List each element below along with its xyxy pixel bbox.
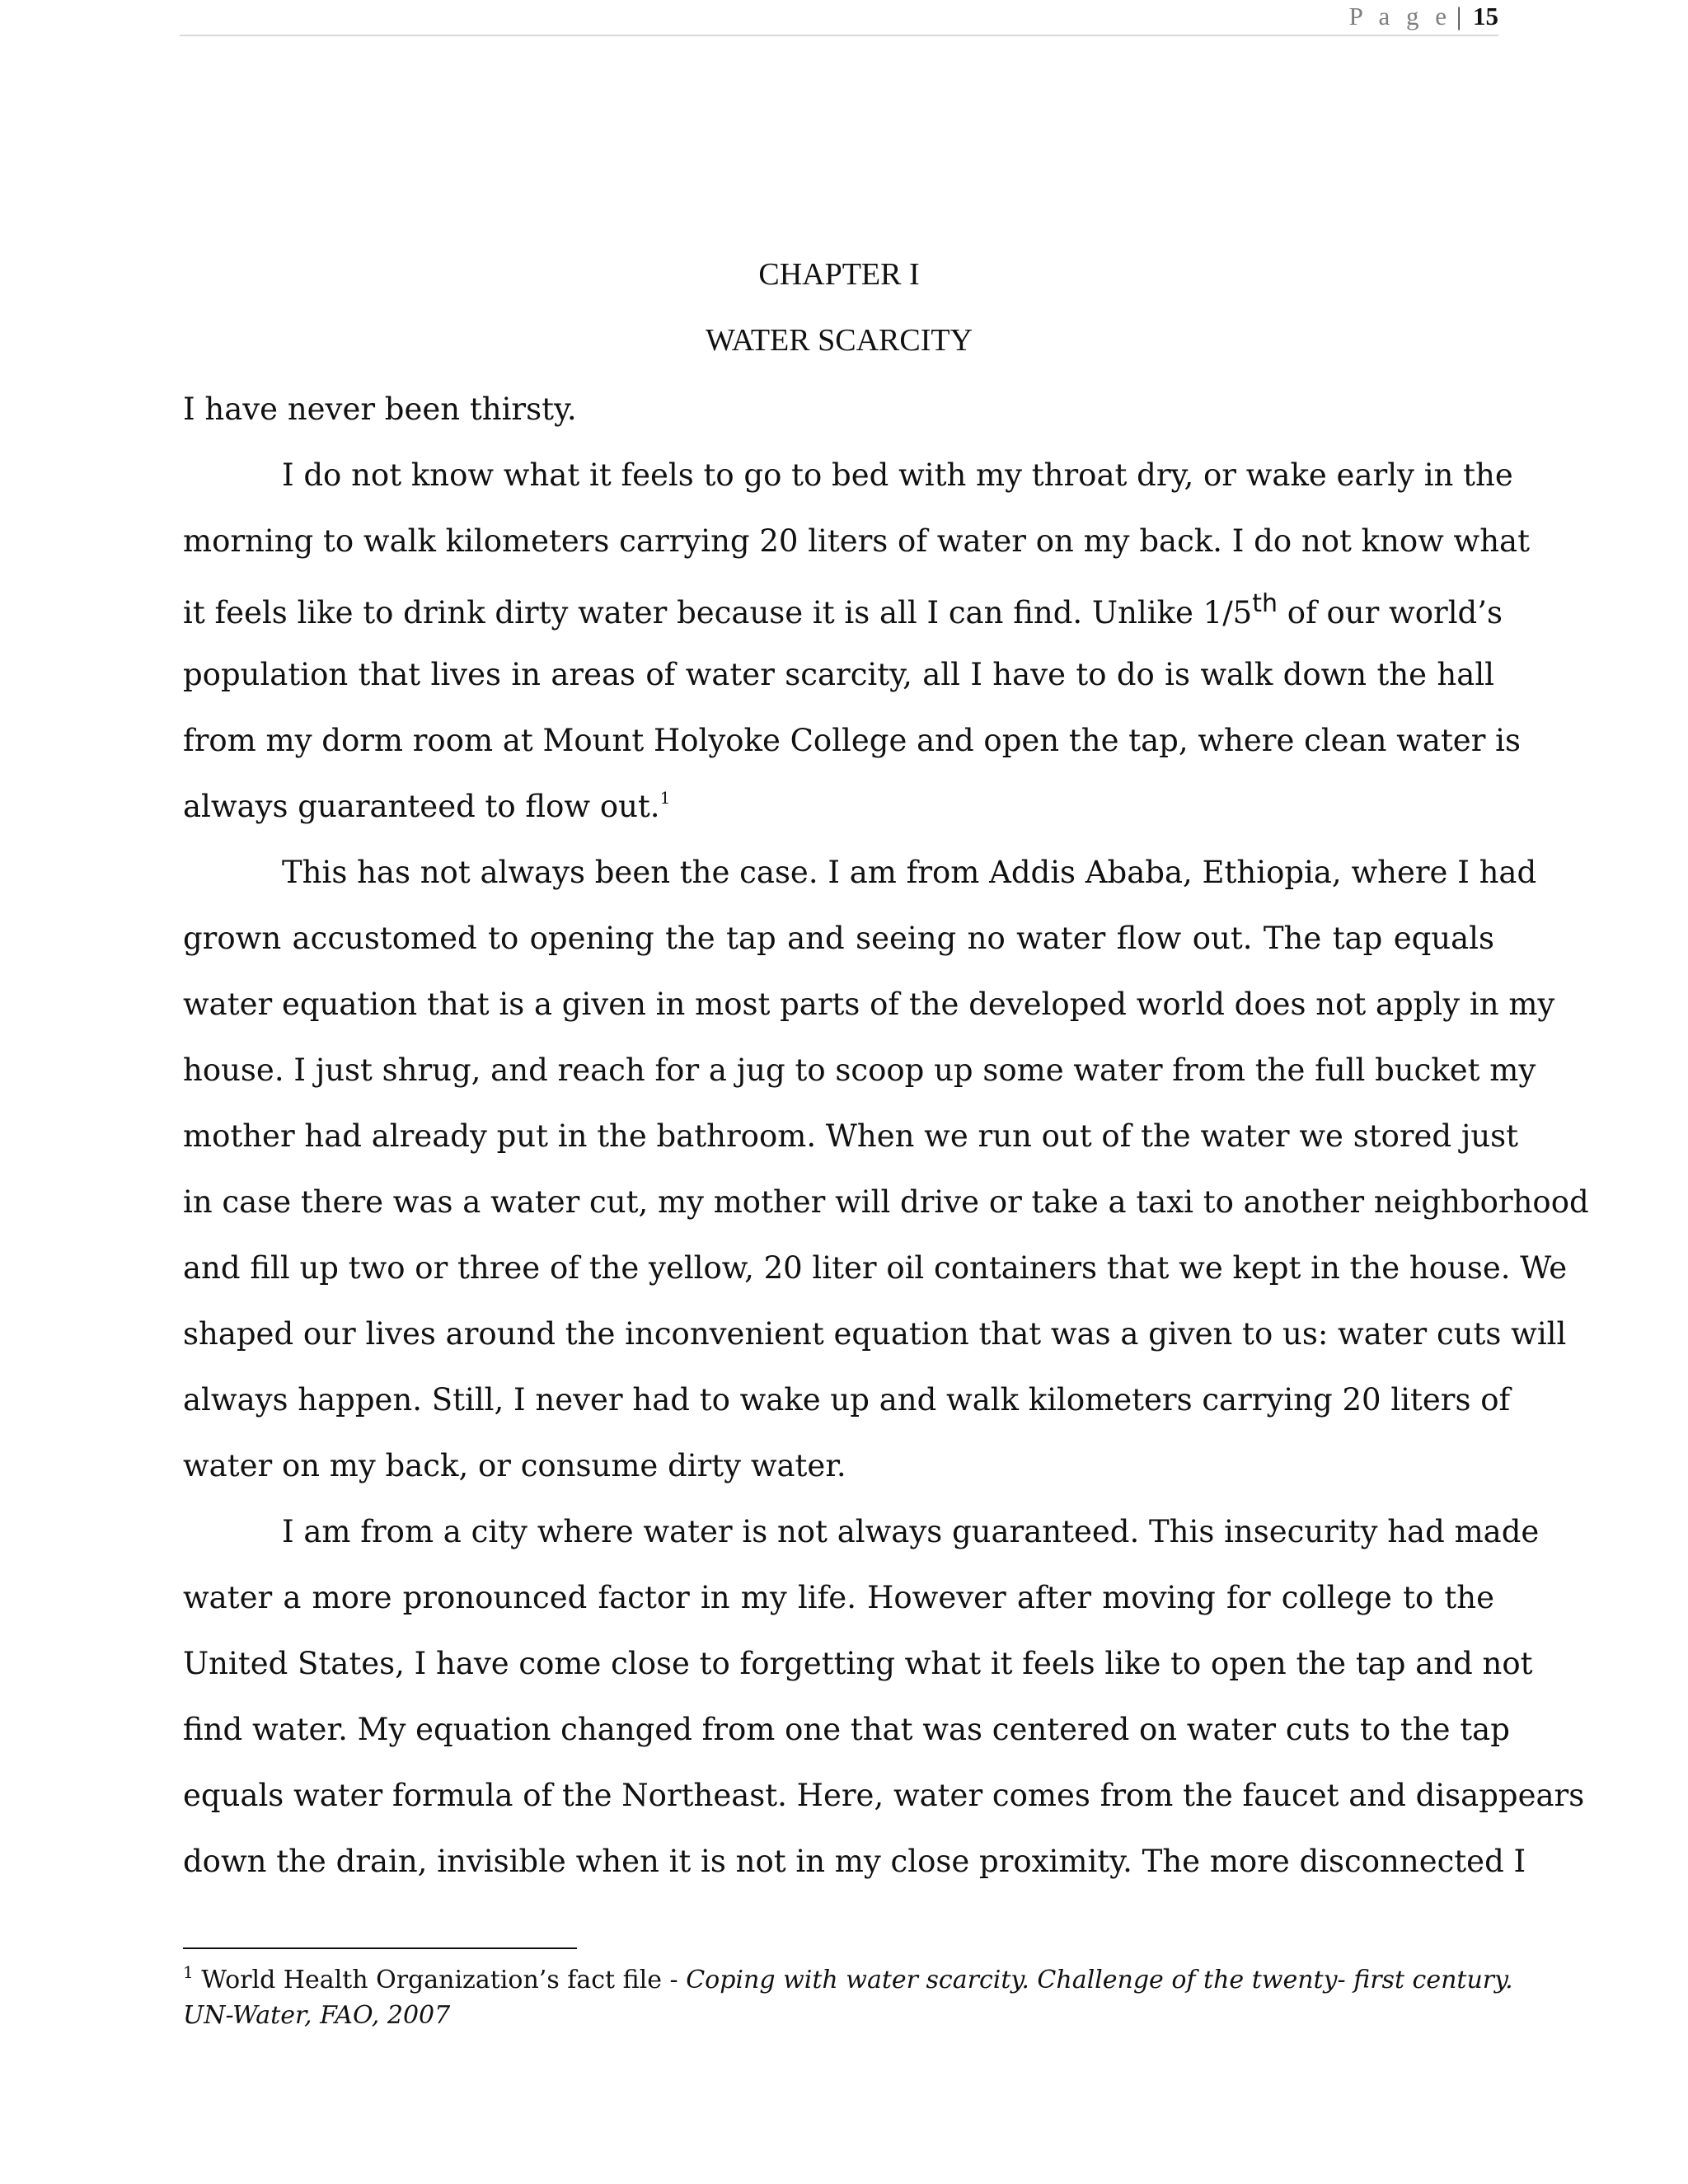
- text-line: I am from a city where water is not always guaranteed. This insecurity had made: [282, 1514, 1540, 1549]
- chapter-label: CHAPTER I: [758, 257, 920, 292]
- page-number: 15: [1473, 2, 1498, 30]
- text-line: [183, 589, 1503, 632]
- footnote-source: UN-Water, FAO, 2007: [183, 2001, 451, 2030]
- text-line: always happen. Still, I never had to wake up and walk kilometers carrying 20 liters of: [183, 1382, 1511, 1418]
- text-line: I do not know what it feels to go to bed with my throat dry, or wake early in the: [282, 457, 1513, 493]
- footnote-separator: [183, 1947, 577, 1949]
- footnote-text: World Health Organization’s fact file -: [193, 1966, 687, 1994]
- footnote-line: [183, 1999, 1502, 2032]
- footnote-line: [183, 1962, 1513, 1997]
- page-word: P a g e: [1348, 2, 1452, 30]
- text-segment: always guaranteed to flow out.: [183, 789, 660, 824]
- page-number-label: [1349, 2, 1498, 31]
- text-segment: it feels like to drink dirty water because it is all I can find. Unlike 1/5: [183, 595, 1253, 630]
- footnote-number: 1: [183, 1962, 194, 1982]
- text-segment: of our world’s: [1278, 595, 1503, 630]
- text-line: equals water formula of the Northeast. Here, water comes from the faucet and disappears: [183, 1778, 1585, 1813]
- text-line: from my dorm room at Mount Holyoke College and open the tap, where clean water is: [183, 723, 1521, 758]
- text-line: This has not always been the case. I am from Addis Ababa, Ethiopia, where I had: [282, 855, 1537, 890]
- ordinal-superscript: th: [1252, 589, 1278, 618]
- text-line: house. I just shrug, and reach for a jug to scoop up some water from the full bucket my: [183, 1052, 1536, 1088]
- footnote-ref: 1: [659, 788, 671, 808]
- footnote-citation: Coping with water scarcity. Challenge of the twenty- first century.: [686, 1966, 1513, 1994]
- page-header: [180, 0, 1498, 36]
- text-line: water equation that is a given in most parts of the developed world does not apply in my: [183, 987, 1555, 1022]
- text-line: in case there was a water cut, my mother will drive or take a taxi to another neighborhood: [183, 1184, 1589, 1220]
- text-line: and fill up two or three of the yellow, 20 liter oil containers that we kept in the house. We: [183, 1250, 1568, 1286]
- chapter-title: WATER SCARCITY: [705, 323, 973, 358]
- text-line: find water. My equation changed from one that was centered on water cuts to the tap: [183, 1712, 1510, 1747]
- text-line: shaped our lives around the inconvenient equation that was a given to us: water cuts will: [183, 1316, 1567, 1352]
- page-separator: |: [1456, 2, 1462, 30]
- text-line: down the drain, invisible when it is not in my close proximity. The more disconnected I: [183, 1844, 1526, 1879]
- text-line: population that lives in areas of water scarcity, all I have to do is walk down the hall: [183, 657, 1494, 692]
- text-line: mother had already put in the bathroom. When we run out of the water we stored just: [183, 1118, 1519, 1154]
- text-line: United States, I have come close to forgetting what it feels like to open the tap and not: [183, 1646, 1533, 1681]
- text-line: grown accustomed to opening the tap and seeing no water flow out. The tap equals: [183, 921, 1494, 956]
- text-line: [183, 788, 1494, 826]
- text-line: water on my back, or consume dirty water.: [183, 1448, 846, 1483]
- text-line: water a more pronounced factor in my life. However after moving for college to the: [183, 1580, 1494, 1615]
- opening-line: I have never been thirsty.: [183, 391, 577, 427]
- text-line: morning to walk kilometers carrying 20 liters of water on my back. I do not know what: [183, 523, 1530, 559]
